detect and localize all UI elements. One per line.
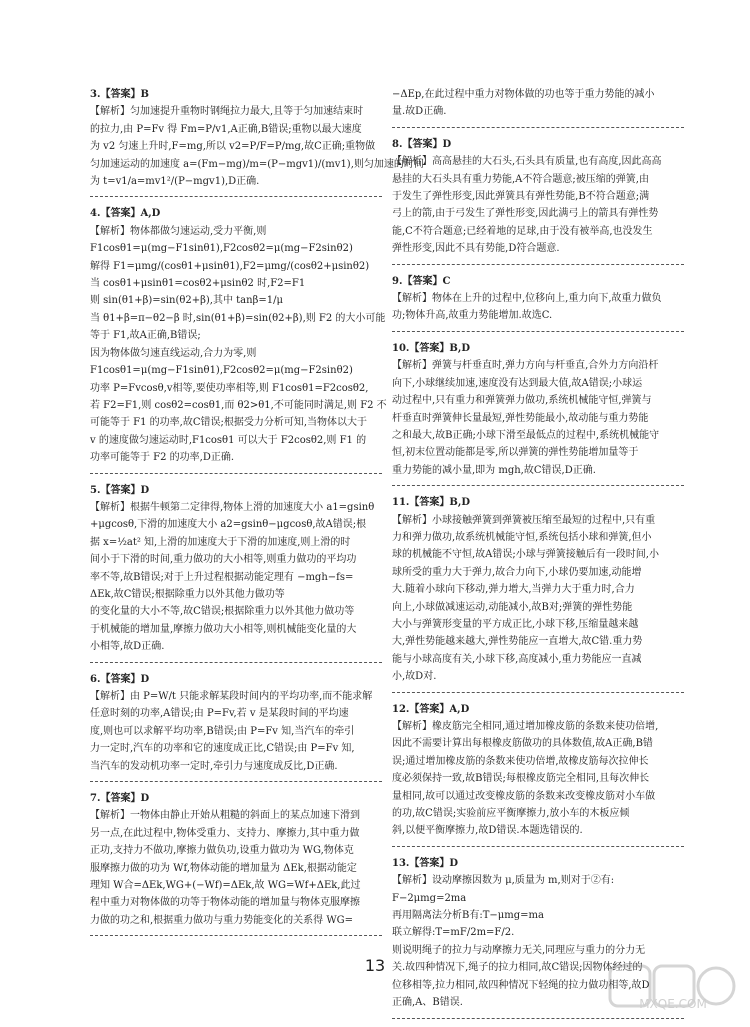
dashed-divider xyxy=(90,781,382,782)
explanation-line: 大.随着小球向下移动,弹力增大,当弹力大于重力时,合力 xyxy=(392,584,635,596)
explanation-line: 【解析】一物体由静止开始从粗糙的斜面上的某点加速下滑到 xyxy=(90,810,360,822)
explanation-line: 于发生了弹性形变,因此弹簧具有弹性势能,B不符合题意;满 xyxy=(392,191,650,203)
dashed-divider xyxy=(392,127,684,128)
explanation-line: 弹性形变,因此不具有势能,D符合题意. xyxy=(392,243,560,255)
explanation-line: 于机械能的增加量,摩擦力做功大小相等,则机械能变化量的大 xyxy=(90,623,357,635)
answer-label: 4.【答案】A,D xyxy=(90,208,161,220)
answer-entry xyxy=(392,340,684,479)
explanation-line: 【解析】物体都做匀速运动,受力平衡,则 xyxy=(90,225,267,237)
explanation-line: 弓上的箭,由于弓发生了弹性形变,因此满弓上的箭具有弹性势 xyxy=(392,208,659,220)
explanation-line: v 的速度做匀速运动时,F1cosθ1 可以大于 F2cosθ2,则 F1 的 xyxy=(90,434,367,446)
page-number: 13 xyxy=(364,956,386,975)
explanation-line: 据 x=½at² 知,上滑的加速度大于下滑的加速度,则上滑的时 xyxy=(90,536,351,548)
answer-label: 7.【答案】D xyxy=(90,793,150,805)
dashed-divider xyxy=(392,331,684,332)
dashed-divider xyxy=(392,485,684,486)
explanation-line: 能与小球高度有关,小球下移,高度减小,重力势能应一直减 xyxy=(392,653,642,665)
answer-entry xyxy=(90,482,382,656)
explanation-line: 【解析】根据牛顿第二定律得,物体上滑的加速度大小 a1=gsinθ xyxy=(90,501,375,513)
watermark-text: MXQE.COM xyxy=(639,997,707,1011)
answer-label: 10.【答案】B,D xyxy=(392,342,471,354)
explanation-line: F−2μmg=2ma xyxy=(392,892,467,904)
answer-label: 5.【答案】D xyxy=(90,484,150,496)
explanation-line: 服摩擦力做的功为 Wf,物体动能的增加量为 ΔEk,根据动能定 xyxy=(90,862,357,874)
answer-entry xyxy=(90,205,387,466)
explanation-line: 力和弹力做功,故系统机械能守恒,系统包括小球和弹簧,但小 xyxy=(392,531,652,543)
explanation-line: 大,弹性势能越来越大,弹性势能应一直增大,故C错.重力势 xyxy=(392,636,643,648)
explanation-line: 【解析】小球接触弹簧到弹簧被压缩至最短的过程中,只有重 xyxy=(392,514,656,526)
dashed-divider xyxy=(90,473,382,474)
explanation-line: 杆垂直时弹簧伸长量最短,弹性势能最小,故动能与重力势能 xyxy=(392,412,649,424)
explanation-line: +μgcosθ,下滑的加速度大小 a2=gsinθ−μgcosθ,故A错误;根 xyxy=(90,519,367,531)
answer-entry xyxy=(392,86,684,121)
explanation-line: 量相同,故可以通过改变橡皮筋的条数来改变橡皮筋对小车做 xyxy=(392,790,656,802)
explanation-line: F1cosθ1=μ(mg−F1sinθ1),F2cosθ2=μ(mg−F2sinθ2) xyxy=(90,365,353,377)
explanation-line: 的变化量的大小不等,故C错误;根据除重力以外其他力做功等 xyxy=(90,606,355,618)
explanation-line: 联立解得:T=mF/2m=F/2. xyxy=(392,927,515,939)
answer-entry xyxy=(90,671,382,775)
explanation-line: 动过程中,只有重力和弹簧弹力做功,系统机械能守恒,弹簧与 xyxy=(392,395,652,407)
answer-entry xyxy=(392,136,684,258)
explanation-line: 间小于下滑的时间,重力做功的大小相等,则重力做功的平均功 xyxy=(90,554,357,566)
explanation-line: 度,则也可以求解平均功率,B错误;由 P=Fv 知,当汽车的牵引 xyxy=(90,725,355,737)
explanation-line: 为 t=v1/a=mv1²/(P−mgv1),D正确. xyxy=(90,176,260,188)
answer-entry xyxy=(392,701,684,840)
answer-label: 9.【答案】C xyxy=(392,275,451,287)
explanation-line: 【解析】橡皮筋完全相同,通过增加橡皮筋的条数来使功倍增, xyxy=(392,721,659,732)
explanation-line: 力做的功之和,根据重力做功与重力势能变化的关系得 WG= xyxy=(90,914,354,926)
explanation-line: 向下,小球继续加速,速度没有达到最大值,故A错误;小球运 xyxy=(392,377,643,389)
explanation-line: 向上,小球做减速运动,动能减小,故B对;弹簧的弹性势能 xyxy=(392,601,633,613)
dashed-divider xyxy=(90,196,382,197)
explanation-line: 【解析】由 P=W/t 只能求解某段时间内的平均功率,而不能求解 xyxy=(90,691,373,702)
explanation-line: 匀加速运动的加速度 a=(Fm−mg)/m=(P−mgv1)/(mv1),则匀加速的时间 xyxy=(90,158,424,170)
explanation-line: 恒,初末位置动能都是零,所以弹簧的弹性势能增加量等于 xyxy=(392,447,639,459)
answer-label: 12.【答案】A,D xyxy=(392,703,470,715)
right-column xyxy=(392,86,684,1027)
explanation-line: 【解析】高高悬挂的大石头,石头具有质量,也有高度,因此高高 xyxy=(392,156,662,168)
explanation-line: 则说明绳子的拉力与动摩擦力无关,同理应与重力的分力无 xyxy=(392,944,646,956)
answer-label: 6.【答案】D xyxy=(90,673,150,685)
explanation-line: 则 sin(θ1+β)=sin(θ2+β),其中 tanβ=1/μ xyxy=(90,295,283,307)
explanation-line: 【解析】匀加速提升重物时钢绳拉力最大,且等于匀加速结束时 xyxy=(90,106,364,118)
explanation-line: 等于 F1,故A正确,B错误; xyxy=(90,330,201,342)
explanation-line: 【解析】物体在上升的过程中,位移向上,重力向下,故重力做负 xyxy=(392,293,662,305)
answer-label: 3.【答案】B xyxy=(90,89,149,100)
answer-label: 8.【答案】D xyxy=(392,138,452,150)
watermark-logo xyxy=(608,962,738,1010)
explanation-line: 悬挂的大石头具有重力势能,A不符合题意;被压缩的弹簧,由 xyxy=(392,173,649,185)
explanation-line: 力一定时,汽车的功率和它的速度成正比,C错误;由 P=Fv 知, xyxy=(90,743,355,755)
answer-entry xyxy=(90,790,382,929)
explanation-line: 能,C不符合题意;已经着地的足球,由于没有被举高,也没发生 xyxy=(392,225,653,237)
explanation-line: 斜,以便平衡摩擦力,故D错误.本题选错误的. xyxy=(392,825,583,837)
explanation-line: 因为物体做匀速直线运动,合力为零,则 xyxy=(90,347,257,359)
explanation-line: 度必须保持一致,故B错误;每根橡皮筋完全相同,且每次伸长 xyxy=(392,773,650,785)
answer-entry xyxy=(392,494,684,685)
explanation-line: 的功,故C错误;实验前应平衡摩擦力,放小车的木板应倾 xyxy=(392,808,630,820)
explanation-line: 的拉力,由 P=Fv 得 Fm=P/v1,A正确,B错误;重物以最大速度 xyxy=(90,123,362,135)
explanation-line: 解得 F1=μmg/(cosθ1+μsinθ1),F2=μmg/(cosθ2+μsinθ2) xyxy=(90,260,370,272)
explanation-line: 量.故D正确. xyxy=(392,106,447,118)
explanation-line: 再用隔离法分析B有:T−μmg=ma xyxy=(392,910,544,922)
explanation-line: 理知 W合=ΔEk,WG+(−Wf)=ΔEk,故 WG=Wf+ΔEk,此过 xyxy=(90,880,361,892)
dashed-divider xyxy=(392,692,684,693)
answer-label: 11.【答案】B,D xyxy=(392,497,471,509)
explanation-line: 球的机械能不守恒,故A错误;小球与弹簧接触后有一段时间,小 xyxy=(392,549,659,561)
explanation-line: 因此不需要计算出每根橡皮筋做功的具体数值,故A正确,B错 xyxy=(392,738,653,750)
explanation-line: 之和最大,故B正确;小球下滑至最低点的过程中,系统机械能守 xyxy=(392,429,660,441)
explanation-line: 大小与弹簧形变量的平方成正比,小球下移,压缩量越来越 xyxy=(392,618,639,630)
explanation-line: 当 θ1+β=π−θ2−β 时,sin(θ1+β)=sin(θ2+β),则 F2 的大小可能 xyxy=(90,312,386,324)
explanation-line: 【解析】设动摩擦因数为 μ,质量为 m,则对于②有: xyxy=(392,875,615,887)
explanation-line: 重力势能的减小量,即为 mgh,故C错误,D正确. xyxy=(392,464,596,476)
dashed-divider xyxy=(392,846,684,847)
explanation-line: 任意时刻的功率,A错误;由 P=Fv,若 v 是某段时间的平均速 xyxy=(90,708,349,720)
explanation-line: 当汽车的发动机功率一定时,牵引力与速度成反比,D正确. xyxy=(90,760,338,772)
explanation-line: 程中重力对物体做的功等于物体动能的增加量与物体克服摩擦 xyxy=(90,897,360,909)
explanation-line: 正确,A、B错误. xyxy=(392,997,463,1009)
explanation-line: 小,故D对. xyxy=(392,671,437,683)
answer-entry xyxy=(392,273,684,325)
explanation-line: 小相等,故D正确. xyxy=(90,641,165,653)
explanation-line: 功;物体升高,故重力势能增加.故选C. xyxy=(392,310,553,322)
explanation-line: F1cosθ1=μ(mg−F1sinθ1),F2cosθ2=μ(mg−F2sinθ2) xyxy=(90,243,353,255)
dashed-divider xyxy=(392,1018,684,1019)
explanation-line: 【解析】弹簧与杆垂直时,弹力方向与杆垂直,合外力方向沿杆 xyxy=(392,360,659,372)
explanation-line: ΔEk,故C错误;根据除重力以外其他力做功等 xyxy=(90,588,285,600)
explanation-line: 可能等于 F1 的功率,故C错误;根据受力分析可知,当物体以大于 xyxy=(90,417,368,429)
explanation-line: 误;通过增加橡皮筋的条数来使功倍增,故橡皮筋每次拉伸长 xyxy=(392,755,649,767)
explanation-line: −ΔEp,在此过程中重力对物体做的功也等于重力势能的减小 xyxy=(392,89,655,100)
dashed-divider xyxy=(392,264,684,265)
answer-label: 13.【答案】D xyxy=(392,857,459,869)
explanation-line: 功率 P=Fvcosθ,v相等,要使功率相等,则 F1cosθ1=F2cosθ2, xyxy=(90,382,369,394)
explanation-line: 位移相等,拉力相同,故四种情况下轻绳的拉力做功相等,故D xyxy=(392,979,650,991)
explanation-line: 率不等,故B错误;对于上升过程根据动能定理有 −mgh−fs= xyxy=(90,571,354,583)
explanation-line: 另一点,在此过程中,物体受重力、支持力、摩擦力,其中重力做 xyxy=(90,827,360,839)
dashed-divider xyxy=(90,662,382,663)
explanation-line: 功率可能等于 F2 的功率,D正确. xyxy=(90,452,235,464)
explanation-line: 正功,支持力不做功,摩擦力做负功,设重力做功为 WG,物体克 xyxy=(90,845,354,857)
explanation-line: 为 v2 匀速上升时,F=mg,所以 v2=P/F=P/mg,故C正确;重物做 xyxy=(90,141,376,153)
explanation-line: 球所受的重力大于弹力,故合力向下,小球仍要加速,动能增 xyxy=(392,566,642,578)
explanation-line: 若 F2=F1,则 cosθ2=cosθ1,而 θ2>θ1,不可能同时满足,则 F2 不 xyxy=(90,399,387,411)
explanation-line: 关.故四种情况下,绳子的拉力相同,故C错误;因物体经过的 xyxy=(392,962,643,974)
dashed-divider xyxy=(90,935,382,936)
explanation-line: 当 cosθ1+μsinθ1=cosθ2+μsinθ2 时,F2=F1 xyxy=(90,278,306,290)
